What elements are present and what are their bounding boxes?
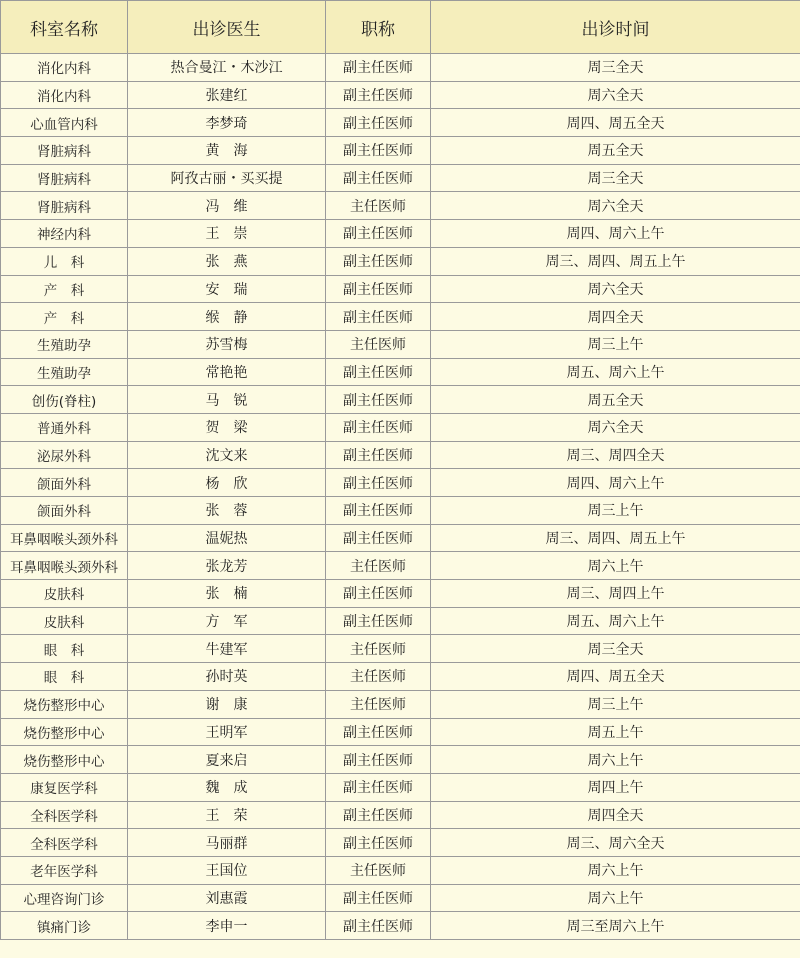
table-row bbox=[1, 552, 800, 580]
table-row bbox=[1, 441, 800, 469]
cell-doctor: 张龙芳 bbox=[128, 552, 326, 580]
cell-department: 老年医学科 bbox=[1, 856, 128, 884]
cell-schedule: 周三上午 bbox=[431, 497, 800, 525]
cell-schedule: 周四、周五全天 bbox=[431, 109, 800, 137]
cell-doctor: 安 瑞 bbox=[128, 275, 326, 303]
cell-schedule: 周三上午 bbox=[431, 330, 800, 358]
cell-department: 耳鼻咽喉头颈外科 bbox=[1, 552, 128, 580]
table-row bbox=[1, 856, 800, 884]
cell-department: 肾脏病科 bbox=[1, 164, 128, 192]
cell-department: 烧伤整形中心 bbox=[1, 718, 128, 746]
cell-department: 产 科 bbox=[1, 303, 128, 331]
table-header bbox=[1, 1, 800, 54]
cell-doctor: 谢 康 bbox=[128, 690, 326, 718]
table-body bbox=[1, 54, 800, 940]
cell-title: 副主任医师 bbox=[326, 801, 431, 829]
header-title: 职称 bbox=[326, 1, 431, 54]
header-doctor: 出诊医生 bbox=[128, 1, 326, 54]
cell-schedule: 周五、周六上午 bbox=[431, 607, 800, 635]
table-row bbox=[1, 718, 800, 746]
cell-doctor: 王 荣 bbox=[128, 801, 326, 829]
cell-doctor: 魏 成 bbox=[128, 773, 326, 801]
cell-schedule: 周五全天 bbox=[431, 386, 800, 414]
cell-department: 心血管内科 bbox=[1, 109, 128, 137]
cell-department: 全科医学科 bbox=[1, 801, 128, 829]
table-row bbox=[1, 607, 800, 635]
table-row bbox=[1, 635, 800, 663]
cell-title: 副主任医师 bbox=[326, 580, 431, 608]
table-row bbox=[1, 690, 800, 718]
cell-department: 泌尿外科 bbox=[1, 441, 128, 469]
cell-schedule: 周六上午 bbox=[431, 746, 800, 774]
cell-doctor: 牛建军 bbox=[128, 635, 326, 663]
cell-doctor: 贺 梁 bbox=[128, 413, 326, 441]
cell-title: 副主任医师 bbox=[326, 773, 431, 801]
cell-doctor: 王明军 bbox=[128, 718, 326, 746]
table-row bbox=[1, 81, 800, 109]
table-row bbox=[1, 275, 800, 303]
cell-title: 主任医师 bbox=[326, 663, 431, 691]
cell-schedule: 周三上午 bbox=[431, 690, 800, 718]
cell-doctor: 杨 欣 bbox=[128, 469, 326, 497]
cell-schedule: 周六全天 bbox=[431, 413, 800, 441]
cell-schedule: 周五上午 bbox=[431, 718, 800, 746]
header-row bbox=[1, 1, 800, 54]
table-row bbox=[1, 220, 800, 248]
table-row bbox=[1, 497, 800, 525]
table-row bbox=[1, 247, 800, 275]
cell-department: 镇痛门诊 bbox=[1, 912, 128, 940]
cell-schedule: 周四、周六上午 bbox=[431, 220, 800, 248]
cell-schedule: 周三全天 bbox=[431, 164, 800, 192]
table-row bbox=[1, 164, 800, 192]
cell-department: 肾脏病科 bbox=[1, 192, 128, 220]
cell-doctor: 马丽群 bbox=[128, 829, 326, 857]
cell-department: 烧伤整形中心 bbox=[1, 690, 128, 718]
cell-doctor: 张 楠 bbox=[128, 580, 326, 608]
cell-title: 副主任医师 bbox=[326, 81, 431, 109]
cell-title: 副主任医师 bbox=[326, 884, 431, 912]
cell-department: 皮肤科 bbox=[1, 580, 128, 608]
cell-doctor: 张 蓉 bbox=[128, 497, 326, 525]
cell-doctor: 夏来启 bbox=[128, 746, 326, 774]
cell-department: 皮肤科 bbox=[1, 607, 128, 635]
cell-schedule: 周三全天 bbox=[431, 635, 800, 663]
cell-title: 副主任医师 bbox=[326, 109, 431, 137]
cell-doctor: 王 崇 bbox=[128, 220, 326, 248]
cell-department: 创伤(脊柱) bbox=[1, 386, 128, 414]
cell-title: 副主任医师 bbox=[326, 386, 431, 414]
cell-schedule: 周四全天 bbox=[431, 303, 800, 331]
table-row bbox=[1, 746, 800, 774]
cell-title: 副主任医师 bbox=[326, 164, 431, 192]
cell-schedule: 周三、周四、周五上午 bbox=[431, 247, 800, 275]
cell-department: 眼 科 bbox=[1, 663, 128, 691]
cell-department: 生殖助孕 bbox=[1, 358, 128, 386]
cell-title: 副主任医师 bbox=[326, 718, 431, 746]
cell-department: 颌面外科 bbox=[1, 469, 128, 497]
header-schedule: 出诊时间 bbox=[431, 1, 800, 54]
cell-doctor: 李梦琦 bbox=[128, 109, 326, 137]
cell-doctor: 张 燕 bbox=[128, 247, 326, 275]
cell-department: 产 科 bbox=[1, 275, 128, 303]
table-row bbox=[1, 773, 800, 801]
cell-department: 烧伤整形中心 bbox=[1, 746, 128, 774]
cell-department: 眼 科 bbox=[1, 635, 128, 663]
header-department: 科室名称 bbox=[1, 1, 128, 54]
table-row bbox=[1, 663, 800, 691]
cell-title: 副主任医师 bbox=[326, 441, 431, 469]
cell-doctor: 马 锐 bbox=[128, 386, 326, 414]
cell-title: 主任医师 bbox=[326, 330, 431, 358]
cell-title: 副主任医师 bbox=[326, 607, 431, 635]
table-row bbox=[1, 386, 800, 414]
cell-schedule: 周六全天 bbox=[431, 192, 800, 220]
table-row bbox=[1, 912, 800, 940]
cell-title: 副主任医师 bbox=[326, 829, 431, 857]
cell-schedule: 周四上午 bbox=[431, 773, 800, 801]
cell-doctor: 热合曼江・木沙江 bbox=[128, 54, 326, 82]
cell-title: 副主任医师 bbox=[326, 912, 431, 940]
cell-doctor: 苏雪梅 bbox=[128, 330, 326, 358]
cell-department: 消化内科 bbox=[1, 81, 128, 109]
cell-title: 副主任医师 bbox=[326, 303, 431, 331]
cell-department: 普通外科 bbox=[1, 413, 128, 441]
cell-department: 康复医学科 bbox=[1, 773, 128, 801]
cell-doctor: 张建红 bbox=[128, 81, 326, 109]
cell-department: 神经内科 bbox=[1, 220, 128, 248]
cell-department: 儿 科 bbox=[1, 247, 128, 275]
table-row bbox=[1, 469, 800, 497]
table-row bbox=[1, 192, 800, 220]
cell-doctor: 孙时英 bbox=[128, 663, 326, 691]
cell-doctor: 阿孜古丽・买买提 bbox=[128, 164, 326, 192]
table-row bbox=[1, 330, 800, 358]
cell-title: 副主任医师 bbox=[326, 54, 431, 82]
cell-title: 主任医师 bbox=[326, 856, 431, 884]
cell-schedule: 周三至周六上午 bbox=[431, 912, 800, 940]
cell-department: 消化内科 bbox=[1, 54, 128, 82]
cell-title: 副主任医师 bbox=[326, 413, 431, 441]
table-row bbox=[1, 580, 800, 608]
cell-department: 耳鼻咽喉头颈外科 bbox=[1, 524, 128, 552]
cell-title: 主任医师 bbox=[326, 635, 431, 663]
cell-title: 副主任医师 bbox=[326, 469, 431, 497]
cell-schedule: 周五、周六上午 bbox=[431, 358, 800, 386]
table-row bbox=[1, 524, 800, 552]
cell-schedule: 周六上午 bbox=[431, 884, 800, 912]
table-row bbox=[1, 303, 800, 331]
cell-schedule: 周六全天 bbox=[431, 81, 800, 109]
cell-schedule: 周四、周六上午 bbox=[431, 469, 800, 497]
cell-doctor: 刘惠霞 bbox=[128, 884, 326, 912]
cell-schedule: 周三、周四全天 bbox=[431, 441, 800, 469]
cell-doctor: 缑 静 bbox=[128, 303, 326, 331]
cell-title: 主任医师 bbox=[326, 552, 431, 580]
cell-doctor: 冯 维 bbox=[128, 192, 326, 220]
cell-title: 副主任医师 bbox=[326, 524, 431, 552]
cell-title: 副主任医师 bbox=[326, 247, 431, 275]
cell-schedule: 周三、周四上午 bbox=[431, 580, 800, 608]
cell-doctor: 黄 海 bbox=[128, 137, 326, 165]
cell-schedule: 周三、周六全天 bbox=[431, 829, 800, 857]
cell-schedule: 周五全天 bbox=[431, 137, 800, 165]
table-row bbox=[1, 801, 800, 829]
cell-schedule: 周六上午 bbox=[431, 856, 800, 884]
cell-schedule: 周三、周四、周五上午 bbox=[431, 524, 800, 552]
cell-department: 全科医学科 bbox=[1, 829, 128, 857]
cell-title: 副主任医师 bbox=[326, 220, 431, 248]
cell-doctor: 温妮热 bbox=[128, 524, 326, 552]
cell-title: 副主任医师 bbox=[326, 497, 431, 525]
cell-title: 副主任医师 bbox=[326, 137, 431, 165]
cell-doctor: 李申一 bbox=[128, 912, 326, 940]
cell-schedule: 周四、周五全天 bbox=[431, 663, 800, 691]
cell-department: 生殖助孕 bbox=[1, 330, 128, 358]
table-row bbox=[1, 884, 800, 912]
cell-doctor: 方 军 bbox=[128, 607, 326, 635]
cell-department: 肾脏病科 bbox=[1, 137, 128, 165]
table-row bbox=[1, 54, 800, 82]
cell-title: 主任医师 bbox=[326, 690, 431, 718]
table-row bbox=[1, 358, 800, 386]
cell-schedule: 周六全天 bbox=[431, 275, 800, 303]
cell-title: 副主任医师 bbox=[326, 275, 431, 303]
cell-doctor: 常艳艳 bbox=[128, 358, 326, 386]
cell-title: 主任医师 bbox=[326, 192, 431, 220]
table-row bbox=[1, 109, 800, 137]
cell-department: 心理咨询门诊 bbox=[1, 884, 128, 912]
cell-department: 颌面外科 bbox=[1, 497, 128, 525]
table-row bbox=[1, 829, 800, 857]
table-row bbox=[1, 413, 800, 441]
cell-title: 副主任医师 bbox=[326, 358, 431, 386]
cell-schedule: 周六上午 bbox=[431, 552, 800, 580]
cell-doctor: 沈文来 bbox=[128, 441, 326, 469]
table-row bbox=[1, 137, 800, 165]
cell-schedule: 周四全天 bbox=[431, 801, 800, 829]
cell-schedule: 周三全天 bbox=[431, 54, 800, 82]
cell-doctor: 王国位 bbox=[128, 856, 326, 884]
cell-title: 副主任医师 bbox=[326, 746, 431, 774]
